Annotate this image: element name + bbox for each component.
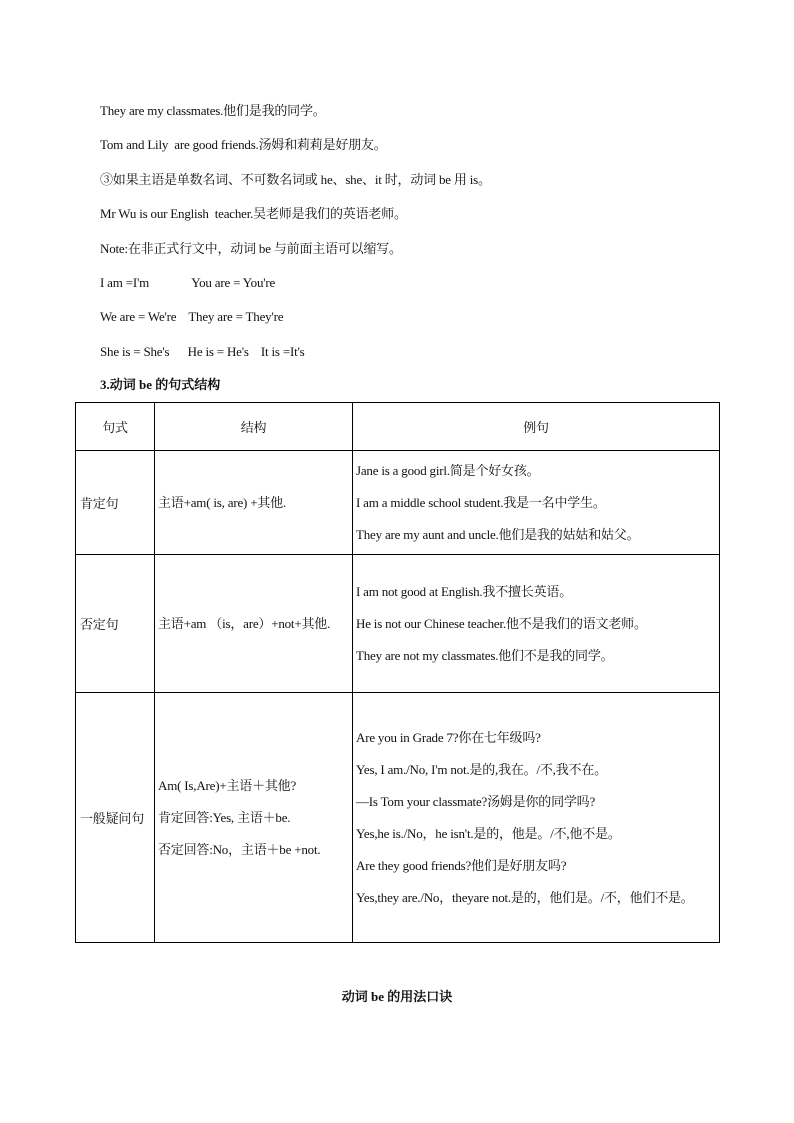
example-sentence: Are they good friends?他们是好朋友吗? xyxy=(356,857,567,873)
example-sentence: Yes,they are./No，theyare not.是的，他们是。/不，他们不是。 xyxy=(356,889,694,905)
example-sentence: Yes,he is./No，he isn't.是的，他是。/不,他不是。 xyxy=(356,825,621,841)
structure-cell xyxy=(155,555,353,693)
examples-cell xyxy=(353,693,720,943)
sentence-type-cell: 否定句 xyxy=(76,555,155,693)
intro-line: ③如果主语是单数名词、不可数名词或 he、she、it 时，动词 be 用 is。 xyxy=(100,172,491,187)
example-sentence: Are you in Grade 7?你在七年级吗? xyxy=(356,729,541,745)
example-sentence: I am not good at English.我不擅长英语。 xyxy=(356,583,573,599)
structure-line: Am( Is,Are)+主语＋其他? xyxy=(158,777,297,793)
sentence-type-cell: 肯定句 xyxy=(76,451,155,555)
be-sentence-structure-table xyxy=(75,402,720,943)
example-sentence: They are not my classmates.他们不是我的同学。 xyxy=(356,647,614,663)
intro-line: Note:在非正式行文中，动词 be 与前面主语可以缩写。 xyxy=(100,241,402,256)
table-row xyxy=(76,451,720,555)
intro-line: I am =I'm You are = You're xyxy=(100,275,276,290)
header-cell: 结构 xyxy=(155,403,353,451)
table-row xyxy=(76,555,720,693)
example-sentence: Yes, I am./No, I'm not.是的,我在。/不,我不在。 xyxy=(356,761,607,777)
table-header-row xyxy=(76,403,720,451)
footer-title: 动词 be 的用法口诀 xyxy=(341,989,453,1004)
header-cell: 例句 xyxy=(353,403,720,451)
section-title: 3.动词 be 的句式结构 xyxy=(100,377,221,392)
structure-line: 主语+am( is, are) +其他. xyxy=(158,494,286,510)
table-row xyxy=(76,693,720,943)
structure-cell xyxy=(155,451,353,555)
example-sentence: Jane is a good girl.简是个好女孩。 xyxy=(356,462,540,478)
examples-cell xyxy=(353,555,720,693)
structure-line: 否定回答:No，主语＋be +not. xyxy=(158,841,321,857)
intro-line: Mr Wu is our English teacher.吴老师是我们的英语老师。 xyxy=(100,206,407,221)
structure-line: 主语+am （is，are）+not+其他. xyxy=(158,615,331,631)
intro-line: We are = We're They are = They're xyxy=(100,309,284,324)
intro-line: Tom and Lily are good friends.汤姆和莉莉是好朋友。 xyxy=(100,137,387,152)
example-sentence: He is not our Chinese teacher.他不是我们的语文老师。 xyxy=(356,615,647,631)
example-sentence: —Is Tom your classmate?汤姆是你的同学吗? xyxy=(356,793,596,809)
sentence-type-cell: 一般疑问句 xyxy=(76,693,155,943)
example-sentence: They are my aunt and uncle.他们是我的姑姑和姑父。 xyxy=(356,526,640,542)
header-cell: 句式 xyxy=(76,403,155,451)
example-sentence: I am a middle school student.我是一名中学生。 xyxy=(356,494,606,510)
intro-line: They are my classmates.他们是我的同学。 xyxy=(100,103,326,118)
structure-cell xyxy=(155,693,353,943)
intro-line: She is = She's He is = He's It is =It's xyxy=(100,344,305,359)
examples-cell xyxy=(353,451,720,555)
structure-line: 肯定回答:Yes, 主语＋be. xyxy=(158,809,291,825)
